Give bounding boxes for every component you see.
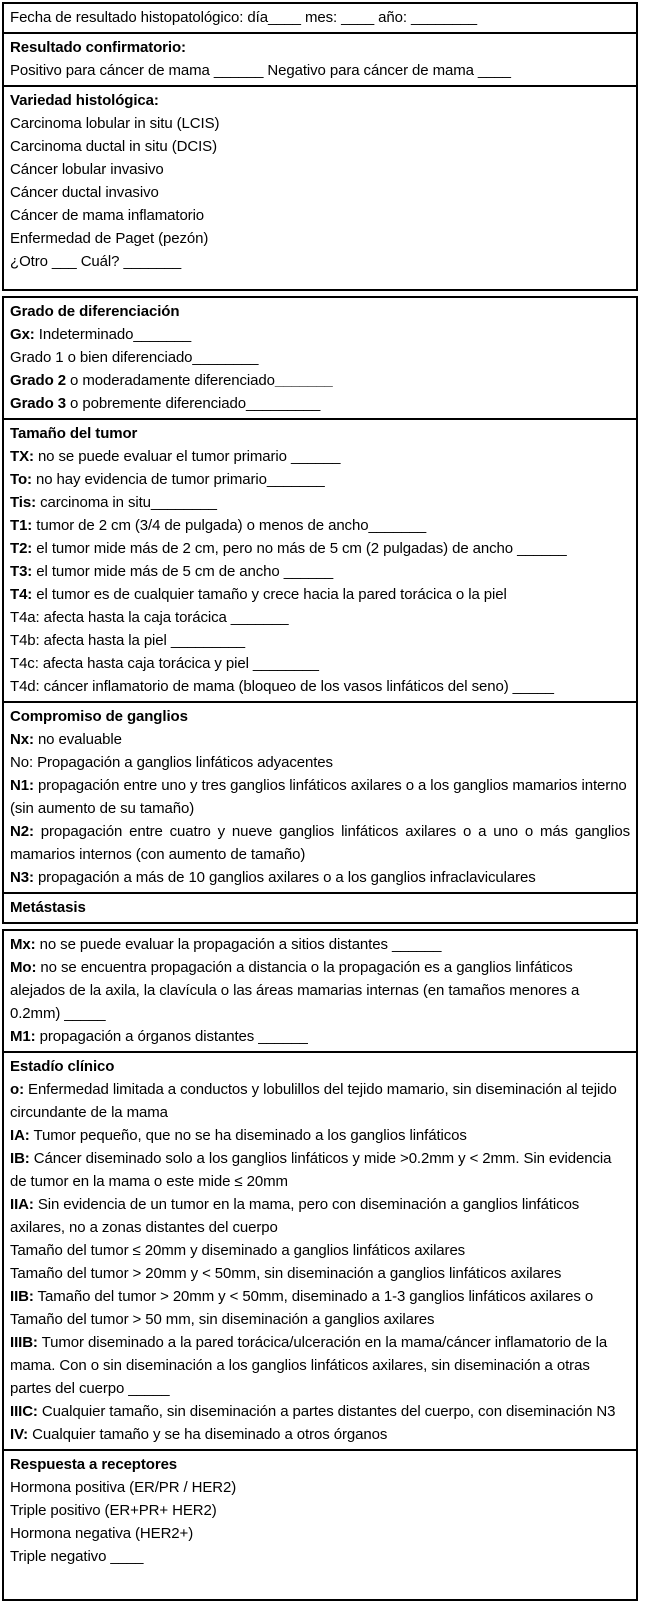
field-label: IB:: [10, 1150, 30, 1167]
fecha-resultado-row: [4, 4, 636, 32]
form-line: [10, 751, 630, 774]
table-block-2: [2, 296, 638, 924]
field-text: Tumor pequeño, que no se ha diseminado a los ganglios linfáticos: [29, 1127, 467, 1144]
field-text: Enfermedad limitada a conductos y lobulillos del tejido mamario, sin diseminación al tejido circundante de la mama: [10, 1081, 621, 1121]
form-line: [10, 1400, 630, 1423]
form-root: [2, 2, 638, 1601]
form-line: [10, 1476, 630, 1499]
field-text: el tumor mide más de 2 cm, pero no más de 5 cm (2 pulgadas) de ancho ______: [32, 540, 567, 557]
form-line: [10, 346, 630, 369]
form-line: [10, 181, 630, 204]
field-label: IIIC:: [10, 1403, 38, 1420]
form-line: [10, 1285, 630, 1331]
field-text: o pobremente diferenciado_________: [65, 395, 321, 412]
field-text: Fecha de resultado histopatológico: día____ mes: ____ año: ________: [10, 9, 477, 26]
field-text: Tamaño del tumor > 20mm y < 50mm, diseminado a 1-3 ganglios linfáticos axilares o Tamaño del tumor > 50 mm, sin diseminación a ganglios axilares: [10, 1288, 597, 1328]
field-label: N3:: [10, 869, 34, 886]
section-header: Respuesta a receptores: [10, 1456, 178, 1473]
field-label: IV:: [10, 1426, 29, 1443]
field-text: Tamaño del tumor > 20mm y < 50mm, sin diseminación a ganglios linfáticos axilares: [10, 1265, 562, 1282]
form-line: [10, 514, 630, 537]
blank-spacer: [10, 273, 630, 286]
field-label: o:: [10, 1081, 24, 1098]
form-line: [10, 866, 630, 889]
field-label: IIIB:: [10, 1334, 38, 1351]
field-text: no se puede evaluar el tumor primario ______: [33, 448, 341, 465]
form-line: [10, 728, 630, 751]
form-line: [10, 820, 635, 866]
form-line: [10, 1331, 630, 1400]
field-label: Mo:: [10, 959, 37, 976]
field-text: T4d: cáncer inflamatorio de mama (bloqueo de los vasos linfáticos del seno) _____: [10, 678, 554, 695]
form-line: [10, 323, 630, 346]
field-text: T4c: afecta hasta caja torácica y piel ________: [10, 655, 319, 672]
field-label: M1:: [10, 1028, 36, 1045]
field-text: Triple negativo ____: [10, 1548, 144, 1565]
field-label: T4:: [10, 586, 33, 603]
section-header: Grado de diferenciación: [10, 303, 180, 320]
field-text: T4b: afecta hasta la piel _________: [10, 632, 246, 649]
form-line: [10, 468, 630, 491]
form-line: [10, 250, 630, 273]
field-label: T2:: [10, 540, 33, 557]
section-header: Resultado confirmatorio:: [10, 39, 186, 56]
form-line: [10, 112, 630, 135]
field-text: Cáncer lobular invasivo: [10, 161, 164, 178]
field-text: no hay evidencia de tumor primario_______: [31, 471, 325, 488]
field-label: IIB:: [10, 1288, 34, 1305]
form-line: [10, 1147, 630, 1193]
metastasis-detail-section: [4, 931, 636, 1051]
table-block-1: [2, 2, 638, 291]
resultado-confirmatorio-section: [4, 32, 636, 85]
form-line: [10, 1124, 630, 1147]
form-line: [10, 491, 630, 514]
form-line: [10, 1025, 630, 1048]
field-text: Grado 1 o bien diferenciado________: [10, 349, 259, 366]
respuesta-receptores-section: [4, 1449, 636, 1599]
field-label: Grado 2: [10, 372, 66, 389]
blank-spacer: [10, 1568, 630, 1596]
section-header: Tamaño del tumor: [10, 425, 138, 442]
grado-diferenciacion-section: [4, 298, 636, 418]
form-line: [10, 629, 630, 652]
field-text: Tumor diseminado a la pared torácica/ulceración en la mama/cáncer inflamatorio de la mama. Con o sin diseminación a los ganglios linfáticos axilares, sin diseminación a otras partes del cuerpo _____: [10, 1334, 612, 1397]
field-label: Grado 3: [10, 395, 66, 412]
field-label: Nx:: [10, 731, 34, 748]
form-line: [10, 956, 630, 1025]
form-line: [10, 1078, 630, 1124]
field-text: Cualquier tamaño, sin diseminación a partes distantes del cuerpo, con diseminación N3: [37, 1403, 616, 1420]
field-text: Hormona positiva (ER/PR / HER2): [10, 1479, 237, 1496]
estadio-clinico-section: [4, 1051, 636, 1449]
form-line: [10, 227, 630, 250]
form-line: [10, 158, 630, 181]
field-label: T1:: [10, 517, 33, 534]
field-text: propagación entre cuatro y nueve ganglios linfáticos axilares o a uno o más ganglios mamarios internos (con aumento de tamaño): [10, 823, 635, 863]
tamano-tumor-section: [4, 418, 636, 701]
form-line: [10, 135, 630, 158]
table-block-3: [2, 929, 638, 1601]
field-text: Cáncer diseminado solo a los ganglios linfáticos y mide >0.2mm y < 2mm. Sin evidencia de tumor en la mama o este mide ≤ 20mm: [10, 1150, 616, 1190]
field-text: no evaluable: [33, 731, 122, 748]
field-label: Mx:: [10, 936, 36, 953]
field-text: Indeterminado_______: [34, 326, 192, 343]
field-text: Cualquier tamaño y se ha diseminado a otros órganos: [28, 1426, 388, 1443]
form-line: [10, 204, 630, 227]
variedad-histologica-section: [4, 85, 636, 289]
form-line: [10, 583, 630, 606]
field-label: T3:: [10, 563, 33, 580]
field-text: el tumor es de cualquier tamaño y crece hacia la pared torácica o la piel: [32, 586, 507, 603]
form-line: [10, 369, 630, 392]
section-header: Estadío clínico: [10, 1058, 115, 1075]
section-header: Variedad histológica:: [10, 92, 159, 109]
form-line: [10, 1522, 630, 1545]
section-header: Compromiso de ganglios: [10, 708, 188, 725]
field-text: Triple positivo (ER+PR+ HER2): [10, 1502, 217, 1519]
field-text: Tamaño del tumor ≤ 20mm y diseminado a ganglios linfáticos axilares: [10, 1242, 466, 1259]
field-label: N2:: [10, 823, 34, 840]
form-line: [10, 1193, 630, 1239]
field-text: Cáncer ductal invasivo: [10, 184, 159, 201]
field-text: ¿Otro ___ Cuál? _______: [10, 253, 182, 270]
form-line: [10, 1499, 630, 1522]
field-label: To:: [10, 471, 32, 488]
field-label: Gx:: [10, 326, 35, 343]
form-line: [10, 560, 630, 583]
metastasis-header-row: [4, 892, 636, 922]
form-line: [10, 1423, 630, 1446]
form-line: [10, 1262, 630, 1285]
field-label: TX:: [10, 448, 34, 465]
compromiso-ganglios-section: [4, 701, 636, 892]
form-line: [10, 1239, 630, 1262]
field-label: IIA:: [10, 1196, 34, 1213]
field-label: Tis:: [10, 494, 36, 511]
form-line: [10, 774, 630, 820]
form-line: [10, 675, 630, 698]
form-line: [10, 933, 630, 956]
field-text: propagación entre uno y tres ganglios linfáticos axilares o a los ganglios mamarios interno (sin aumento de su tamaño): [10, 777, 631, 817]
form-line: [10, 652, 630, 675]
field-text: Sin evidencia de un tumor en la mama, pero con diseminación a ganglios linfáticos axilares, no a zonas distantes del cuerpo: [10, 1196, 584, 1236]
field-text: No: Propagación a ganglios linfáticos adyacentes: [10, 754, 333, 771]
field-label: _______: [274, 372, 333, 389]
form-line: [10, 392, 630, 415]
field-text: o moderadamente diferenciado: [65, 372, 275, 389]
form-line: [10, 606, 630, 629]
form-line: [10, 445, 630, 468]
field-text: Cáncer de mama inflamatorio: [10, 207, 205, 224]
field-text: el tumor mide más de 5 cm de ancho ______: [32, 563, 334, 580]
field-text: propagación a más de 10 ganglios axilares o a los ganglios infraclaviculares: [33, 869, 536, 886]
form-line: [10, 537, 630, 560]
field-text: propagación a órganos distantes ______: [35, 1028, 308, 1045]
field-text: no se puede evaluar la propagación a sitios distantes ______: [35, 936, 442, 953]
section-header: Metástasis: [10, 899, 86, 916]
field-text: Positivo para cáncer de mama ______ Negativo para cáncer de mama ____: [10, 62, 511, 79]
form-line: [10, 6, 630, 29]
form-line: [10, 59, 630, 82]
form-line: [10, 1545, 630, 1568]
field-text: T4a: afecta hasta la caja torácica _______: [10, 609, 289, 626]
field-text: tumor de 2 cm (3/4 de pulgada) o menos de ancho_______: [32, 517, 427, 534]
field-label: N1:: [10, 777, 34, 794]
field-text: Enfermedad de Paget (pezón): [10, 230, 209, 247]
field-text: Hormona negativa (HER2+): [10, 1525, 194, 1542]
field-text: no se encuentra propagación a distancia o la propagación es a ganglios linfáticos alejados de la axila, la clavícula o las áreas mamarias internas (en tamaños menores a 0.2mm) _____: [10, 959, 584, 1022]
field-text: Carcinoma lobular in situ (LCIS): [10, 115, 220, 132]
field-label: IA:: [10, 1127, 30, 1144]
field-text: carcinoma in situ________: [36, 494, 217, 511]
field-text: Carcinoma ductal in situ (DCIS): [10, 138, 217, 155]
